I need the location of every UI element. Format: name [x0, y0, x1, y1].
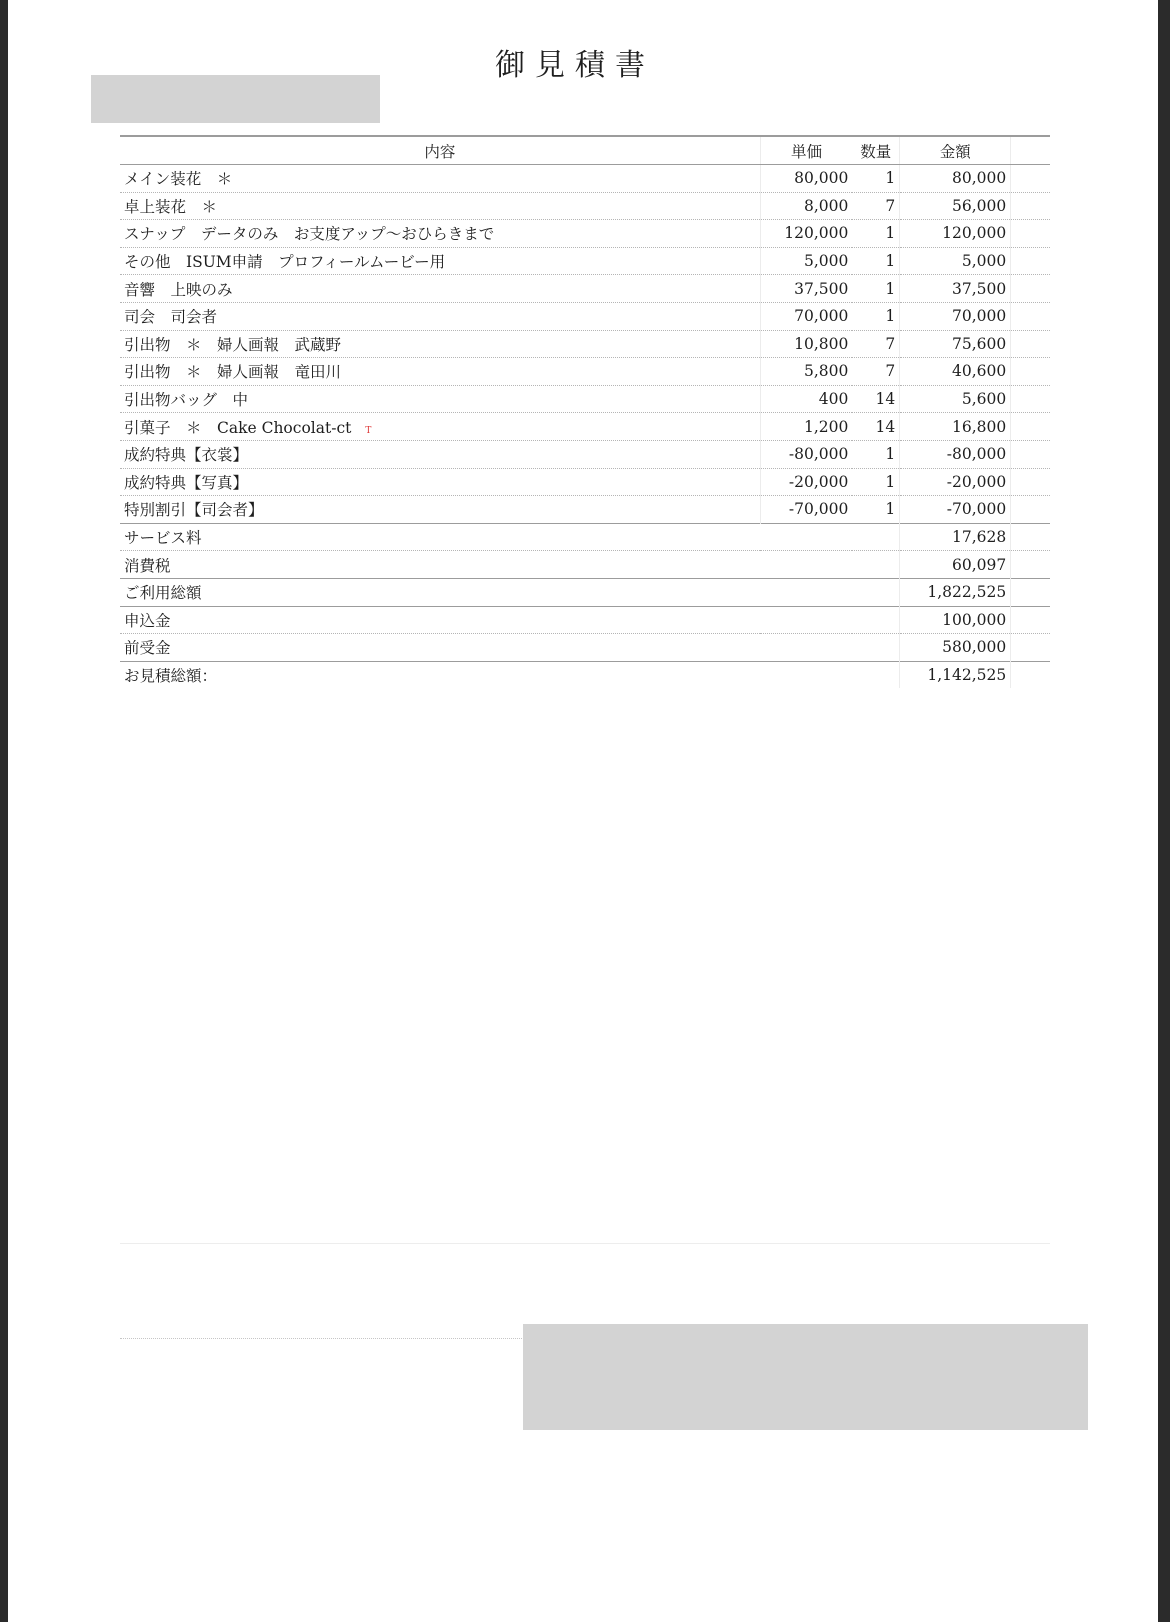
summary-row-tax: [120, 551, 1050, 579]
header-unit-price: 単価: [760, 136, 852, 165]
item-quantity: 1: [852, 468, 899, 496]
item-amount: 16,800: [900, 413, 1011, 441]
header-amount: 金額: [900, 136, 1011, 165]
divider-line-dotted: [120, 1338, 530, 1339]
item-description: 特別割引【司会者】: [120, 496, 760, 524]
item-quantity: 14: [852, 413, 899, 441]
tax-label: 消費税: [120, 551, 900, 579]
table-row: [120, 302, 1050, 330]
item-unit-price: 37,500: [760, 275, 852, 303]
item-unit-price: -80,000: [760, 440, 852, 468]
item-unit-price: 10,800: [760, 330, 852, 358]
table-row: [120, 165, 1050, 193]
total-usage-label: ご利用総額: [120, 578, 900, 606]
item-amount: 80,000: [900, 165, 1011, 193]
item-unit-price: 5,000: [760, 247, 852, 275]
summary-row-application-fee: [120, 606, 1050, 634]
item-quantity: 7: [852, 358, 899, 386]
advance-received-label: 前受金: [120, 634, 900, 662]
summary-row-advance-received: [120, 634, 1050, 662]
advance-received-value: 580,000: [900, 634, 1011, 662]
table-row: [120, 275, 1050, 303]
summary-row-service-fee: [120, 523, 1050, 551]
header-quantity: 数量: [852, 136, 899, 165]
item-quantity: 1: [852, 275, 899, 303]
item-amount: 120,000: [900, 220, 1011, 248]
item-unit-price: 120,000: [760, 220, 852, 248]
table-row: [120, 192, 1050, 220]
table-header-row: [120, 136, 1050, 165]
header-description: 内容: [120, 136, 760, 165]
item-unit-price: 70,000: [760, 302, 852, 330]
item-note-mark: T: [365, 425, 372, 436]
item-description: [120, 413, 760, 441]
estimate-table: [120, 135, 1050, 688]
item-quantity: 7: [852, 192, 899, 220]
estimate-total-label: お見積総額：: [120, 661, 900, 688]
application-fee-label: 申込金: [120, 606, 900, 634]
table-row: [120, 385, 1050, 413]
item-quantity: 1: [852, 165, 899, 193]
item-description: 引出物 ＊ 婦人画報 竜田川: [120, 358, 760, 386]
header-spacer: [1011, 136, 1050, 165]
item-unit-price: 8,000: [760, 192, 852, 220]
estimate-page: [8, 0, 1158, 1622]
table-row: [120, 358, 1050, 386]
service-fee-value: 17,628: [900, 523, 1011, 551]
item-description: その他 ISUM申請 プロフィールムービー用: [120, 247, 760, 275]
item-unit-price: 5,800: [760, 358, 852, 386]
item-amount: 40,600: [900, 358, 1011, 386]
item-amount: 56,000: [900, 192, 1011, 220]
tax-value: 60,097: [900, 551, 1011, 579]
item-unit-price: -70,000: [760, 496, 852, 524]
item-amount: 70,000: [900, 302, 1011, 330]
item-unit-price: -20,000: [760, 468, 852, 496]
service-fee-label: サービス料: [120, 523, 900, 551]
item-amount: 37,500: [900, 275, 1011, 303]
redacted-issuer-block: [523, 1324, 1088, 1430]
estimate-total-value: 1,142,525: [900, 661, 1011, 688]
item-quantity: 14: [852, 385, 899, 413]
item-amount: 5,000: [900, 247, 1011, 275]
table-row: [120, 247, 1050, 275]
total-usage-value: 1,822,525: [900, 578, 1011, 606]
item-description: 成約特典【衣裳】: [120, 440, 760, 468]
item-quantity: 1: [852, 496, 899, 524]
summary-row-total-usage: [120, 578, 1050, 606]
item-quantity: 1: [852, 440, 899, 468]
redacted-recipient-block: [91, 75, 380, 123]
item-amount: 75,600: [900, 330, 1011, 358]
table-row: [120, 220, 1050, 248]
item-description: スナップ データのみ お支度アップ～おひらきまで: [120, 220, 760, 248]
item-amount: -70,000: [900, 496, 1011, 524]
table-row: [120, 440, 1050, 468]
item-description: 司会 司会者: [120, 302, 760, 330]
table-row: [120, 468, 1050, 496]
item-description: 成約特典【写真】: [120, 468, 760, 496]
item-quantity: 1: [852, 247, 899, 275]
summary-row-estimate-total: [120, 661, 1050, 688]
item-description: 引出物バッグ 中: [120, 385, 760, 413]
item-amount: -80,000: [900, 440, 1011, 468]
item-quantity: 1: [852, 302, 899, 330]
item-unit-price: 1,200: [760, 413, 852, 441]
item-description: メイン装花 ＊: [120, 165, 760, 193]
item-description-text: 引菓子 ＊ Cake Chocolat-ct: [124, 418, 352, 437]
item-quantity: 1: [852, 220, 899, 248]
item-unit-price: 80,000: [760, 165, 852, 193]
item-unit-price: 400: [760, 385, 852, 413]
item-description: 音響 上映のみ: [120, 275, 760, 303]
item-amount: -20,000: [900, 468, 1011, 496]
table-row: [120, 330, 1050, 358]
document-title: 御見積書: [495, 48, 655, 83]
item-quantity: 7: [852, 330, 899, 358]
table-row: [120, 413, 1050, 441]
item-description: 卓上装花 ＊: [120, 192, 760, 220]
table-row: [120, 496, 1050, 524]
item-description: 引出物 ＊ 婦人画報 武蔵野: [120, 330, 760, 358]
item-amount: 5,600: [900, 385, 1011, 413]
application-fee-value: 100,000: [900, 606, 1011, 634]
divider-line: [120, 1243, 1050, 1244]
